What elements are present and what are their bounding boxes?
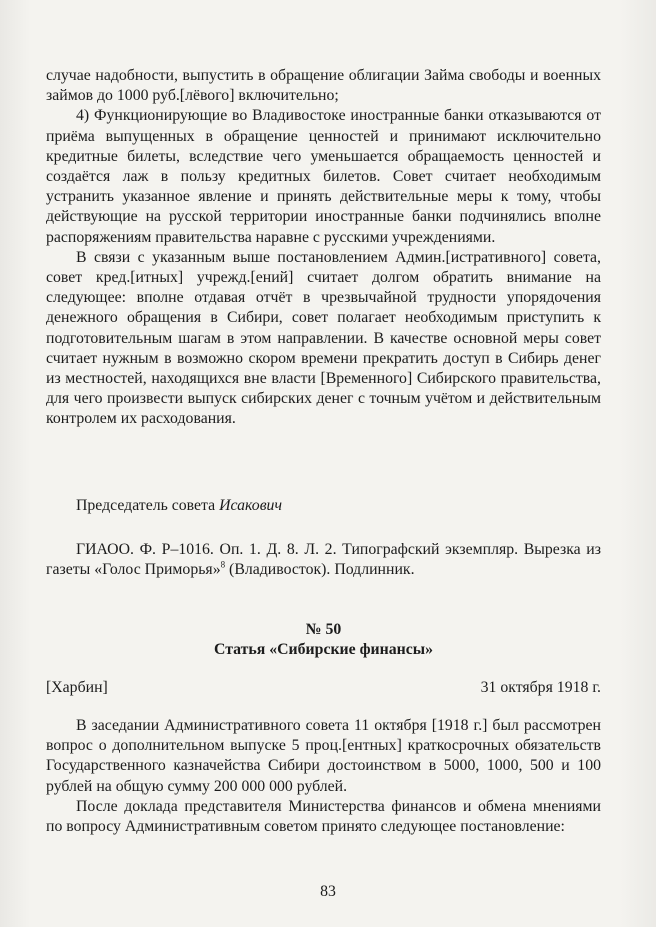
signature-line — [46, 496, 601, 516]
body-paragraph-1: В заседании Административного совета 11 октября [1918 г.] был рассмотрен вопрос о дополнительном выпуске 5 проц.[ентных] краткосрочных обязательств Государственного казначейства Сибири достоинством в 5000, 1000, 500 и 100 рублей на общую сумму 200 000 000 рублей. — [46, 717, 601, 795]
archive-source-block — [46, 540, 601, 580]
paragraph-council-statement: В связи с указанным выше постановлением Админ.[истративного] совета, совет кред.[итных] учрежд.[ений] считает долгом обратить внимание на следующее: вполне отдавая отчёт в чрезвычайной трудности упорядочения денежного обращения в Сибири, совет полагает необходимым приступить к подготовительным шагам в этом направлении. В качестве основной меры совет считает нужным в возможно скором времени прекратить доступ в Сибирь денег из местностей, находящихся вне власти [Временного] Сибирского правительства, для чего произвести выпуск сибирских денег с точным учётом и действительным контролем их расходования. — [46, 248, 601, 428]
footnote-ref: 8 — [220, 559, 226, 570]
document-title: Статья «Сибирские финансы» — [214, 641, 433, 659]
document-number: № 50 — [305, 621, 342, 638]
document-date: 31 октября 1918 г. — [480, 679, 601, 696]
text-block-top — [46, 66, 601, 430]
source-text-before: ГИАОО. Ф. Р–1016. Оп. 1. Д. 8. Л. 2. Типографский экземпляр. Вырезка из газеты «Голос Приморья» — [46, 541, 601, 579]
paragraph-4: 4) Функционирующие во Владивостоке иностранные банки отказываются от приёма выпущенных в обращение ценностей и принимают исключительно кредитные билеты, вследствие чего уменьшается обращаемость ценностей и создаётся лаж в пользу кредитных билетов. Совет считает необходимым устранить указанное явление и принять действительные меры к тому, чтобы действующие на русской территории иностранные банки подчинялись вполне распоряжениям правительства наравне с русскими учреждениями. — [46, 107, 601, 246]
archive-source — [46, 540, 601, 580]
document-header — [46, 620, 601, 660]
signature-block — [46, 496, 601, 516]
signature-name: Исакович — [219, 497, 282, 514]
dateline — [46, 678, 601, 698]
signature-label: Председатель совета — [76, 497, 216, 514]
document-place: [Харбин] — [46, 679, 108, 696]
page-number: 83 — [320, 883, 336, 900]
paragraph-3-end: случае надобности, выпустить в обращение облигации Займа свободы и военных займов до 1000 руб.[лёвого] включительно; — [46, 67, 601, 105]
text-block-bottom — [46, 716, 601, 837]
body-paragraph-2: После доклада представителя Министерства финансов и обмена мнениями по вопросу Административным советом принято следующее постановление: — [46, 797, 601, 836]
source-text-after: (Владивосток). Подлинник. — [225, 561, 415, 579]
